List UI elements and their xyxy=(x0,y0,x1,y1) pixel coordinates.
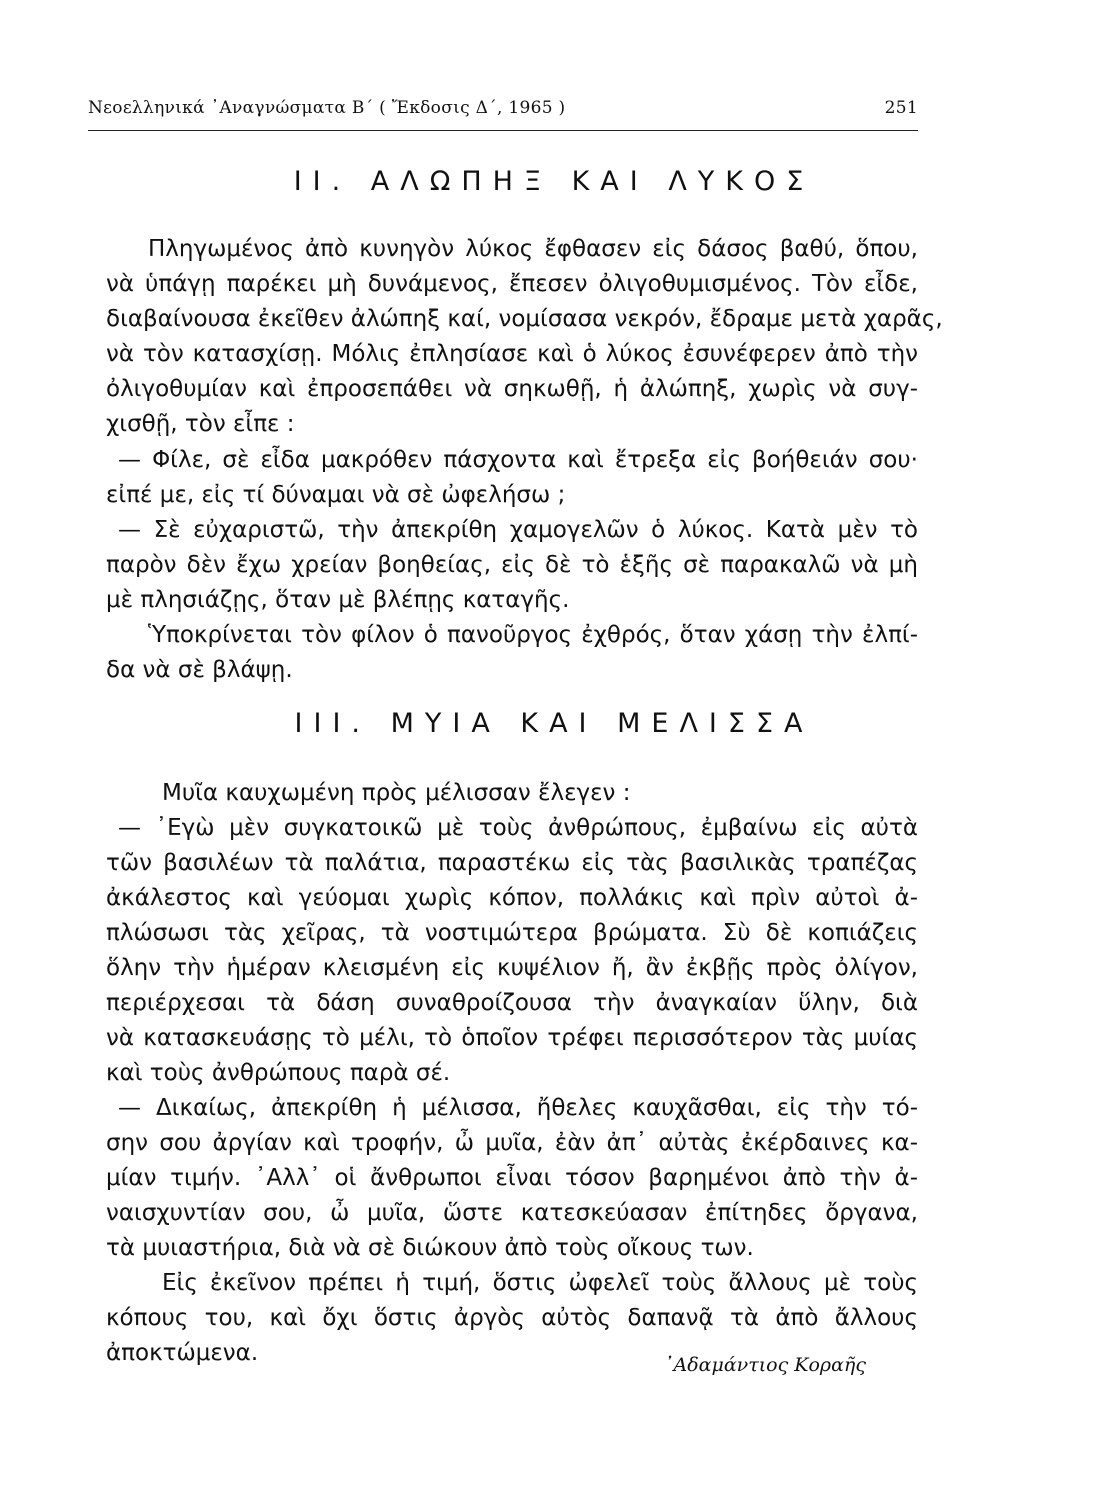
moral-line: Ὑποκρίνεται τὸν φίλον ὁ πανοῦργος ἐχθρός, ὅταν χάσῃ τὴν ἐλπί- xyxy=(148,622,918,648)
text-line: νὰ τὸν κατασχίσῃ. Μόλις ἐπλησίασε καὶ ὁ λύκος ἐσυνέφερεν ἀπὸ τὴν xyxy=(106,341,918,367)
dialogue-line: — Δικαίως, ἀπεκρίθη ἡ μέλισσα, ἤθελες καυχᾶσθαι, εἰς τὴν τό- xyxy=(118,1095,918,1121)
moral-line: ἀποκτώμενα. xyxy=(106,1340,259,1366)
section-title-fly-bee: III. ΜΥΙΑ ΚΑΙ ΜΕΛΙΣΣΑ xyxy=(294,708,814,739)
moral-line: Εἰς ἐκεῖνον πρέπει ἡ τιμή, ὅστις ὠφελεῖ τοὺς ἄλλους μὲ τοὺς xyxy=(162,1270,918,1296)
text-line: διαβαίνουσα ἐκεῖθεν ἀλώπηξ καί, νομίσασα νεκρόν, ἔδραμε μετὰ χαρᾶς, xyxy=(106,306,943,332)
dialogue-line: — Σὲ εὐχαριστῶ, τὴν ἀπεκρίθη χαμογελῶν ὁ λύκος. Κατὰ μὲν τὸ xyxy=(118,517,918,543)
moral-line: κόπους του, καὶ ὄχι ὅστις ἀργὸς αὐτὸς δαπανᾷ τὰ ἀπὸ ἄλλους xyxy=(106,1305,918,1331)
text-line: Πληγωμένος ἀπὸ κυνηγὸν λύκος ἔφθασεν εἰς δάσος βαθύ, ὅπου, xyxy=(148,236,918,262)
text-line: μὲ πλησιάζῃς, ὅταν μὲ βλέπῃς καταγῆς. xyxy=(106,587,570,613)
text-line: καὶ τοὺς ἀνθρώπους παρὰ σέ. xyxy=(106,1060,451,1086)
text-line: τῶν βασιλέων τὰ παλάτια, παραστέκω εἰς τὰς βασιλικὰς τραπέζας xyxy=(106,850,918,876)
moral-line: δα νὰ σὲ βλάψῃ. xyxy=(106,657,293,683)
text-line: ὅλην τὴν ἡμέραν κλεισμένη εἰς κυψέλιον ἤ, ἂν ἐκβῇς πρὸς ὀλίγον, xyxy=(106,955,918,981)
text-line: περιέρχεσαι τὰ δάση συναθροίζουσα τὴν ἀναγκαίαν ὕλην, διὰ xyxy=(106,990,918,1016)
text-line: νὰ κατασκευάσῃς τὸ μέλι, τὸ ὁποῖον τρέφει περισσότερον τὰς μυίας xyxy=(106,1025,918,1051)
page-number: 251 xyxy=(884,98,918,118)
running-header xyxy=(88,98,918,118)
dialogue-line: — ᾿Εγὼ μὲν συγκατοικῶ μὲ τοὺς ἀνθρώπους, ἐμβαίνω εἰς αὐτὰ xyxy=(118,815,918,841)
text-line: Μυῖα καυχωμένη πρὸς μέλισσαν ἔλεγεν : xyxy=(162,780,631,806)
text-line: ἀκάλεστος καὶ γεύομαι χωρὶς κόπον, πολλάκις καὶ πρὶν αὐτοὶ ἀ- xyxy=(106,885,918,911)
text-line: μίαν τιμήν. ᾿Αλλ᾿ οἱ ἄνθρωποι εἶναι τόσον βαρημένοι ἀπὸ τὴν ἀ- xyxy=(106,1165,918,1191)
text-line: εἰπέ με, εἰς τί δύναμαι νὰ σὲ ὠφελήσω ; xyxy=(106,482,566,508)
section-title-fox-wolf: II. ΑΛΩΠΗΞ ΚΑΙ ΛΥΚΟΣ xyxy=(293,166,815,197)
author-signature: ᾿Αδαμάντιος Κοραῆς xyxy=(664,1354,866,1376)
text-line: πλώσωσι τὰς χεῖρας, τὰ νοστιμώτερα βρώματα. Σὺ δὲ κοπιάζεις xyxy=(106,920,918,946)
header-rule xyxy=(88,130,918,131)
dialogue-line: — Φίλε, σὲ εἶδα μακρόθεν πάσχοντα καὶ ἔτρεξα εἰς βοήθειάν σου· xyxy=(118,447,918,473)
text-line: σην σου ἀργίαν καὶ τροφήν, ὦ μυῖα, ἐὰν ἀπ᾿ αὐτὰς ἐκέρδαινες κα- xyxy=(106,1130,918,1156)
text-line: τὰ μυιαστήρια, διὰ νὰ σὲ διώκουν ἀπὸ τοὺς οἴκους των. xyxy=(106,1235,754,1261)
text-line: νὰ ὑπάγῃ παρέκει μὴ δυνάμενος, ἔπεσεν ὀλιγοθυμισμένος. Τὸν εἶδε, xyxy=(106,271,918,297)
text-line: ὀλιγοθυμίαν καὶ ἐπροσεπάθει νὰ σηκωθῇ, ἡ ἀλώπηξ, χωρὶς νὰ συγ- xyxy=(106,376,918,402)
text-line: παρὸν δὲν ἔχω χρείαν βοηθείας, εἰς δὲ τὸ ἑξῆς σὲ παρακαλῶ νὰ μὴ xyxy=(106,552,918,578)
text-line: χισθῇ, τὸν εἶπε : xyxy=(106,411,295,437)
text-line: ναισχυντίαν σου, ὦ μυῖα, ὥστε κατεσκεύασαν ἐπίτηδες ὄργανα, xyxy=(106,1200,918,1226)
running-title: Νεοελληνικά ᾿Αναγνώσματα Β΄ ( Ἔκδοσις Δ΄, 1965 ) xyxy=(88,98,566,118)
